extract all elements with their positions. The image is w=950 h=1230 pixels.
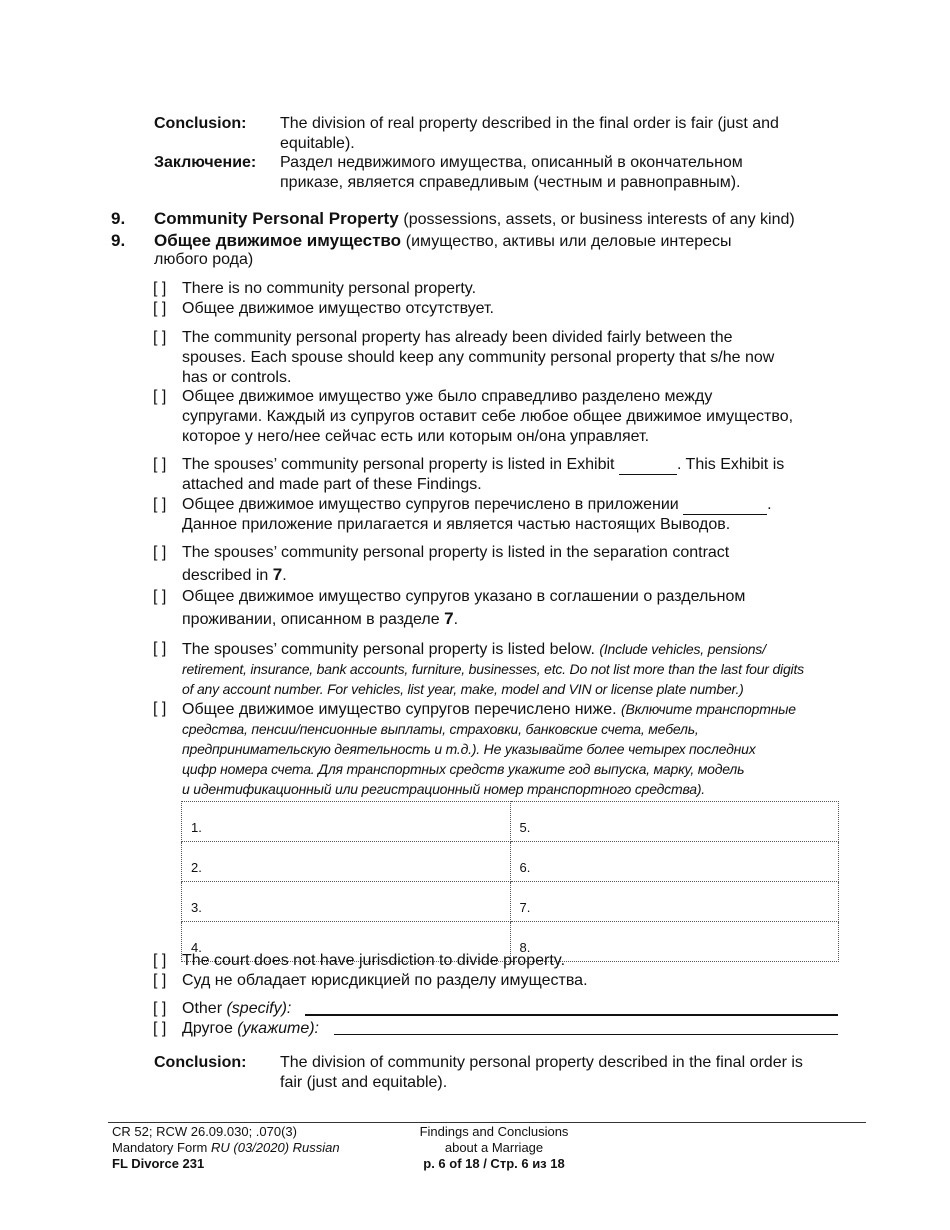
checkbox-other-ru[interactable]: [ ]	[153, 1020, 167, 1037]
option-divided-ru-line: Общее движимое имущество уже было справедливо разделено между	[182, 388, 713, 405]
checkbox-none-ru[interactable]: [ ]	[153, 300, 167, 317]
conclusion-bottom-text	[280, 1053, 840, 1093]
table-cell[interactable]: 4.	[182, 922, 511, 962]
property-table	[181, 801, 839, 962]
conclusion-bottom-label: Conclusion:	[154, 1054, 247, 1071]
other-ru-input-line[interactable]	[334, 1034, 838, 1035]
conclusion-bottom-line: fair (just and equitable).	[280, 1074, 448, 1091]
section-subtitle-ru: (имущество, активы или деловые интересы	[405, 233, 732, 250]
option-below-ru-note-4: цифр номера счета. Для транспортных средств укажите год выпуска, марку, модель	[182, 761, 745, 777]
conclusion-text-ru: Раздел недвижимого имущества, описанный в окончательном приказе, является справедливым (честным и равноправным).	[280, 154, 743, 191]
table-cell[interactable]: 6.	[510, 842, 839, 882]
checkbox-divided-ru[interactable]: [ ]	[153, 388, 167, 405]
option-other-ru	[182, 1019, 842, 1039]
option-contract-ru: Общее движимое имущество супругов указано в соглашении о раздельном	[182, 588, 746, 605]
footer-divider	[108, 1122, 866, 1123]
option-contract-en-period: .	[282, 567, 287, 584]
option-below-en-note: (Include vehicles, pensions/	[599, 641, 766, 657]
option-below-ru	[182, 699, 842, 720]
section-title-ru	[154, 230, 732, 252]
table-cell[interactable]: 5.	[510, 802, 839, 842]
option-divided-ru	[182, 387, 842, 447]
conclusion-bottom-line: The division of community personal property described in the final order is	[280, 1054, 803, 1071]
checkbox-none-en[interactable]: [ ]	[153, 280, 167, 297]
section-title-ru-bold: Общее движимое имущество	[154, 231, 402, 250]
option-contract-en-text: described in	[182, 567, 269, 584]
option-below-en-note-2: retirement, insurance, bank accounts, furniture, businesses, etc. Do not list more than the last four digits	[182, 661, 804, 677]
option-exhibit-ru-text-2: .	[767, 496, 772, 513]
option-below-en-note-3: of any account number. For vehicles, list year, make, model and VIN or license plate number.)	[182, 681, 744, 697]
footer-center	[394, 1124, 594, 1172]
table-cell[interactable]: 2.	[182, 842, 511, 882]
checkbox-exhibit-en[interactable]: [ ]	[153, 456, 167, 473]
section-ref: 7	[272, 565, 283, 584]
footer-page-number: p. 6 of 18 / Стр. 6 из 18	[423, 1156, 565, 1171]
option-contract-en: The spouses’ community personal property is listed in the separation contract	[182, 544, 730, 561]
option-below-en-text: The spouses’ community personal property is listed below.	[182, 641, 595, 658]
section-subtitle-en: (possessions, assets, or business interests of any kind)	[403, 211, 795, 228]
conclusion-label-en: Conclusion:	[154, 115, 247, 132]
checkbox-below-ru[interactable]: [ ]	[153, 700, 167, 717]
option-exhibit-en-line-2: attached and made part of these Findings.	[182, 476, 482, 493]
option-divided-en-line: spouses. Each spouse should keep any community personal property that s/he now	[182, 349, 775, 366]
option-contract-ru-text: проживании, описанном в разделе	[182, 611, 440, 628]
option-exhibit-en-text-2: . This Exhibit is	[676, 456, 785, 473]
option-below-ru-note-5: и идентификационный или регистрационный номер транспортного средства).	[182, 781, 705, 797]
section-subtitle-ru-2: любого рода)	[154, 251, 254, 268]
table-row	[182, 842, 839, 882]
section-ref: 7	[444, 609, 454, 628]
option-other-en	[182, 999, 842, 1019]
option-divided-ru-line: супругами. Каждый из супругов оставит себе любое общее движимое имущество,	[182, 408, 794, 425]
option-other-ru-label: Другое	[182, 1020, 233, 1037]
section-number-ru: 9.	[111, 231, 126, 250]
option-exhibit-en-text: The spouses’ community personal property is listed in Exhibit	[182, 456, 615, 473]
option-contract-ru-line-2	[182, 609, 842, 630]
option-jurisdiction-ru: Суд не обладает юрисдикцией по разделу имущества.	[182, 972, 588, 989]
checkbox-contract-ru[interactable]: [ ]	[153, 588, 167, 605]
conclusion-label-ru: Заключение:	[154, 154, 257, 171]
footer-citation: CR 52; RCW 26.09.030; .070(3)	[112, 1124, 297, 1139]
option-below-ru-text: Общее движимое имущество супругов перечислено ниже.	[182, 701, 617, 718]
option-exhibit-ru-line-2: Данное приложение прилагается и является частью настоящих Выводов.	[182, 516, 731, 533]
footer-form-id: FL Divorce 231	[112, 1156, 205, 1171]
option-jurisdiction-en: The court does not have jurisdiction to divide property.	[182, 952, 566, 969]
option-none-ru: Общее движимое имущество отсутствует.	[182, 300, 494, 317]
checkbox-jurisdiction-ru[interactable]: [ ]	[153, 972, 167, 989]
option-other-ru-spec: (укажите):	[237, 1020, 319, 1037]
option-below-ru-note: (Включите транспортные	[620, 701, 796, 717]
checkbox-divided-en[interactable]: [ ]	[153, 329, 167, 346]
footer-form-title: Findings and Conclusions	[419, 1124, 569, 1139]
footer-left	[112, 1124, 340, 1172]
option-below-en	[182, 639, 842, 660]
section-title-en-bold: Community Personal Property	[154, 209, 399, 228]
checkbox-exhibit-ru[interactable]: [ ]	[153, 496, 167, 513]
exhibit-blank-ru[interactable]	[683, 498, 767, 515]
option-contract-ru-period: .	[453, 611, 459, 628]
option-other-en-label: Other	[182, 1000, 223, 1017]
option-divided-en-line: has or controls.	[182, 369, 292, 386]
checkbox-jurisdiction-en[interactable]: [ ]	[153, 952, 167, 969]
checkbox-other-en[interactable]: [ ]	[153, 1000, 167, 1017]
table-cell[interactable]: 8.	[510, 922, 839, 962]
section-number-en: 9.	[111, 209, 126, 228]
option-none-en: There is no community personal property.	[182, 280, 477, 297]
checkbox-contract-en[interactable]: [ ]	[153, 544, 167, 561]
conclusion-text-en: The division of real property described in the final order is fair (just and equitable).	[280, 115, 779, 152]
option-exhibit-ru	[182, 495, 842, 515]
option-divided-en-line: The community personal property has already been divided fairly between the	[182, 329, 733, 346]
footer-form-label: Mandatory Form	[112, 1140, 208, 1155]
table-row	[182, 802, 839, 842]
section-title-en	[154, 208, 795, 230]
table-row	[182, 882, 839, 922]
option-exhibit-en	[182, 455, 842, 475]
option-below-ru-note-2: средства, пенсии/пенсионные выплаты, страховки, банковские счета, мебель,	[182, 721, 699, 737]
option-divided-ru-line: которое у него/нее сейчас есть или которым он/она управляет.	[182, 428, 650, 445]
option-below-ru-note-3: предпринимательскую деятельность и т.д.). Не указывайте более четырех последних	[182, 741, 756, 757]
table-cell[interactable]: 7.	[510, 882, 839, 922]
option-other-en-spec: (specify):	[226, 1000, 292, 1017]
option-exhibit-ru-text: Общее движимое имущество супругов перечислено в приложении	[182, 496, 679, 513]
option-divided-en	[182, 328, 842, 388]
other-en-input-line[interactable]	[305, 1014, 838, 1016]
table-cell[interactable]: 1.	[182, 802, 511, 842]
footer-form-line	[112, 1140, 340, 1156]
exhibit-blank-en[interactable]	[619, 458, 677, 475]
option-contract-en-line-2	[182, 565, 842, 586]
footer-form-subtitle: about a Marriage	[444, 1140, 544, 1155]
footer-form-version: RU (03/2020) Russian	[211, 1140, 340, 1155]
checkbox-below-en[interactable]: [ ]	[153, 640, 167, 657]
table-cell[interactable]: 3.	[182, 882, 511, 922]
